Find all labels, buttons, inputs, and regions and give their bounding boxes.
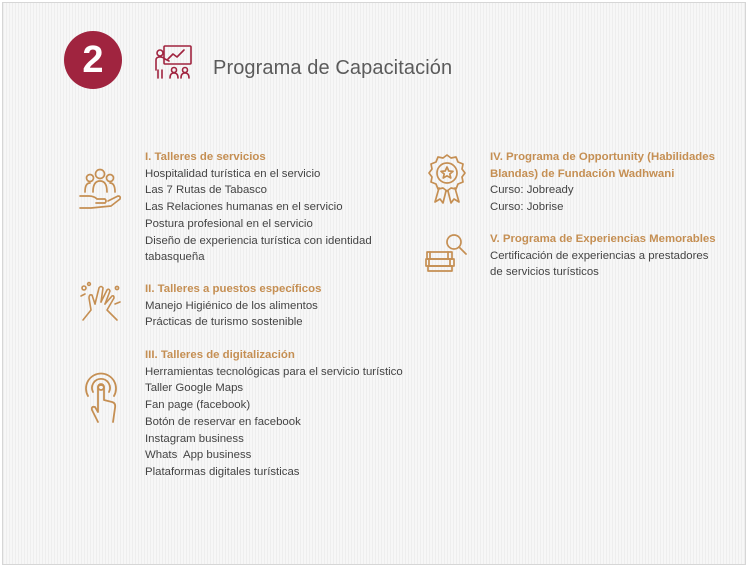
touch-tap-icon	[80, 368, 122, 428]
list-item: Plataformas digitales turísticas	[145, 465, 300, 478]
list-item: Diseño de experiencia turística con identidad	[145, 234, 372, 247]
section-heading: IV. Programa de Opportunity (Habilidades	[490, 151, 715, 163]
books-magnifier-icon	[424, 232, 470, 272]
list-item: Certificación de experiencias a prestadores	[490, 249, 709, 262]
list-item: Taller Google Maps	[145, 382, 244, 395]
award-rosette-icon	[428, 153, 466, 205]
section-heading: Blandas) de Fundación Wadhwani	[490, 167, 675, 180]
list-item: Curso: Jobrise	[490, 201, 564, 214]
section-heading: V. Programa de Experiencias Memorables	[490, 233, 716, 245]
list-item: Fan page (facebook)	[145, 399, 251, 412]
list-item: Las Relaciones humanas en el servicio	[145, 201, 343, 214]
section-heading: III. Talleres de digitalización	[145, 349, 295, 361]
badge-number: 2	[82, 38, 104, 81]
list-item: Prácticas de turismo sostenible	[145, 316, 303, 329]
list-item: tabasqueña	[145, 251, 205, 264]
section-number-badge	[64, 31, 122, 89]
section-heading: II. Talleres a puestos específicos	[145, 283, 322, 295]
list-item: Manejo Higiénico de los alimentos	[145, 299, 318, 312]
list-item: de servicios turísticos	[490, 266, 599, 279]
list-item: Instagram business	[145, 432, 244, 445]
list-item: Las 7 Rutas de Tabasco	[145, 184, 268, 197]
list-item: Whats App business	[145, 449, 252, 462]
section-heading: I. Talleres de servicios	[145, 151, 266, 163]
list-item: Botón de reservar en facebook	[145, 415, 301, 428]
page-title: Programa de Capacitación	[213, 57, 453, 79]
list-item: Postura profesional en el servicio	[145, 217, 313, 230]
teacher-presentation-icon	[154, 44, 194, 80]
list-item: Curso: Jobready	[490, 184, 574, 197]
handwashing-icon	[77, 280, 123, 322]
list-item: Hospitalidad turística en el servicio	[145, 167, 321, 180]
hand-holding-people-icon	[77, 168, 123, 210]
list-item: Herramientas tecnológicas para el servicio turístico	[145, 365, 403, 378]
